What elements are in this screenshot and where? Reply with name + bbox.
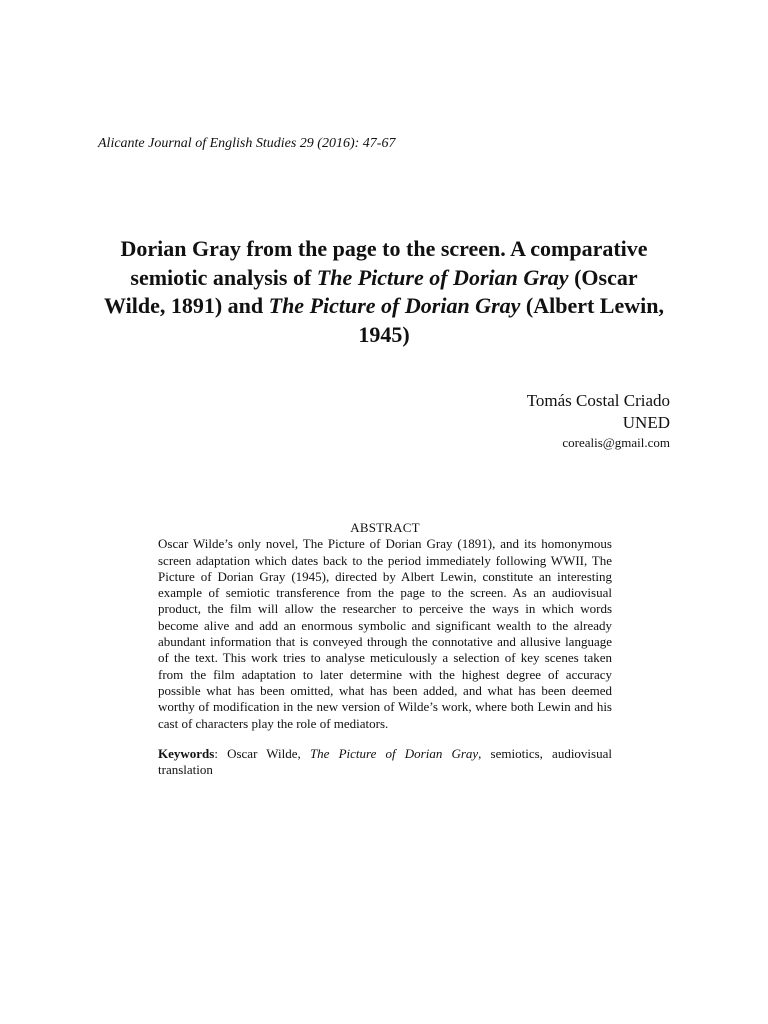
abstract-body: Oscar Wilde’s only novel, The Picture of Dorian Gray (1891), and its homonymous screen adaptation which dates back to the period immediately following WWII, The Picture of Dorian Gray (1945), directed by Albert Lewin, constitute an interesting example of semiotic transference from the page to the screen. As an audiovisual product, the film will allow the researcher to perceive the ways in which words become alive and add an enormous symbolic and significant wealth to the already abundant information that is conveyed through the connotative and allusive language of the text. This work tries to analyse meticulously a selection of key scenes taken from the film adaptation to later determine with the highest degree of accuracy possible what has been omitted, what has been added, and what has been deemed worthy of modification in the new version of Wilde’s work, where both Lewin and his cast of characters play the role of mediators.: [158, 536, 612, 731]
title-text-3: (Albert Lewin, 1945): [358, 293, 664, 347]
title-film-name: The Picture of Dorian Gray: [268, 293, 521, 318]
author-affiliation: UNED: [622, 413, 670, 432]
abstract-heading: ABSTRACT: [350, 520, 420, 535]
title-text-1: Dorian Gray from the page to the screen. A comparative semiotic analysis of: [120, 236, 648, 290]
author-name: Tomás Costal Criado: [526, 391, 670, 410]
author-email: corealis@gmail.com: [562, 435, 670, 450]
keywords-label: Keywords: [158, 745, 215, 761]
title-text-2: (Oscar Wilde, 1891) and: [104, 264, 638, 318]
keywords-text-2: , semiotics, audiovisual translation: [158, 745, 612, 778]
keywords-separator: :: [214, 745, 228, 761]
keywords-line: [158, 746, 612, 779]
abstract-section: [158, 520, 612, 778]
author-block: [527, 390, 670, 452]
journal-citation: Alicante Journal of English Studies 29 (2016): 47-67: [98, 136, 396, 151]
keywords-italic-title: The Picture of Dorian Gray: [309, 745, 479, 761]
title-book-name: The Picture of Dorian Gray: [316, 264, 569, 290]
keywords-text-1: Oscar Wilde,: [227, 745, 310, 761]
article-title: [100, 235, 668, 349]
